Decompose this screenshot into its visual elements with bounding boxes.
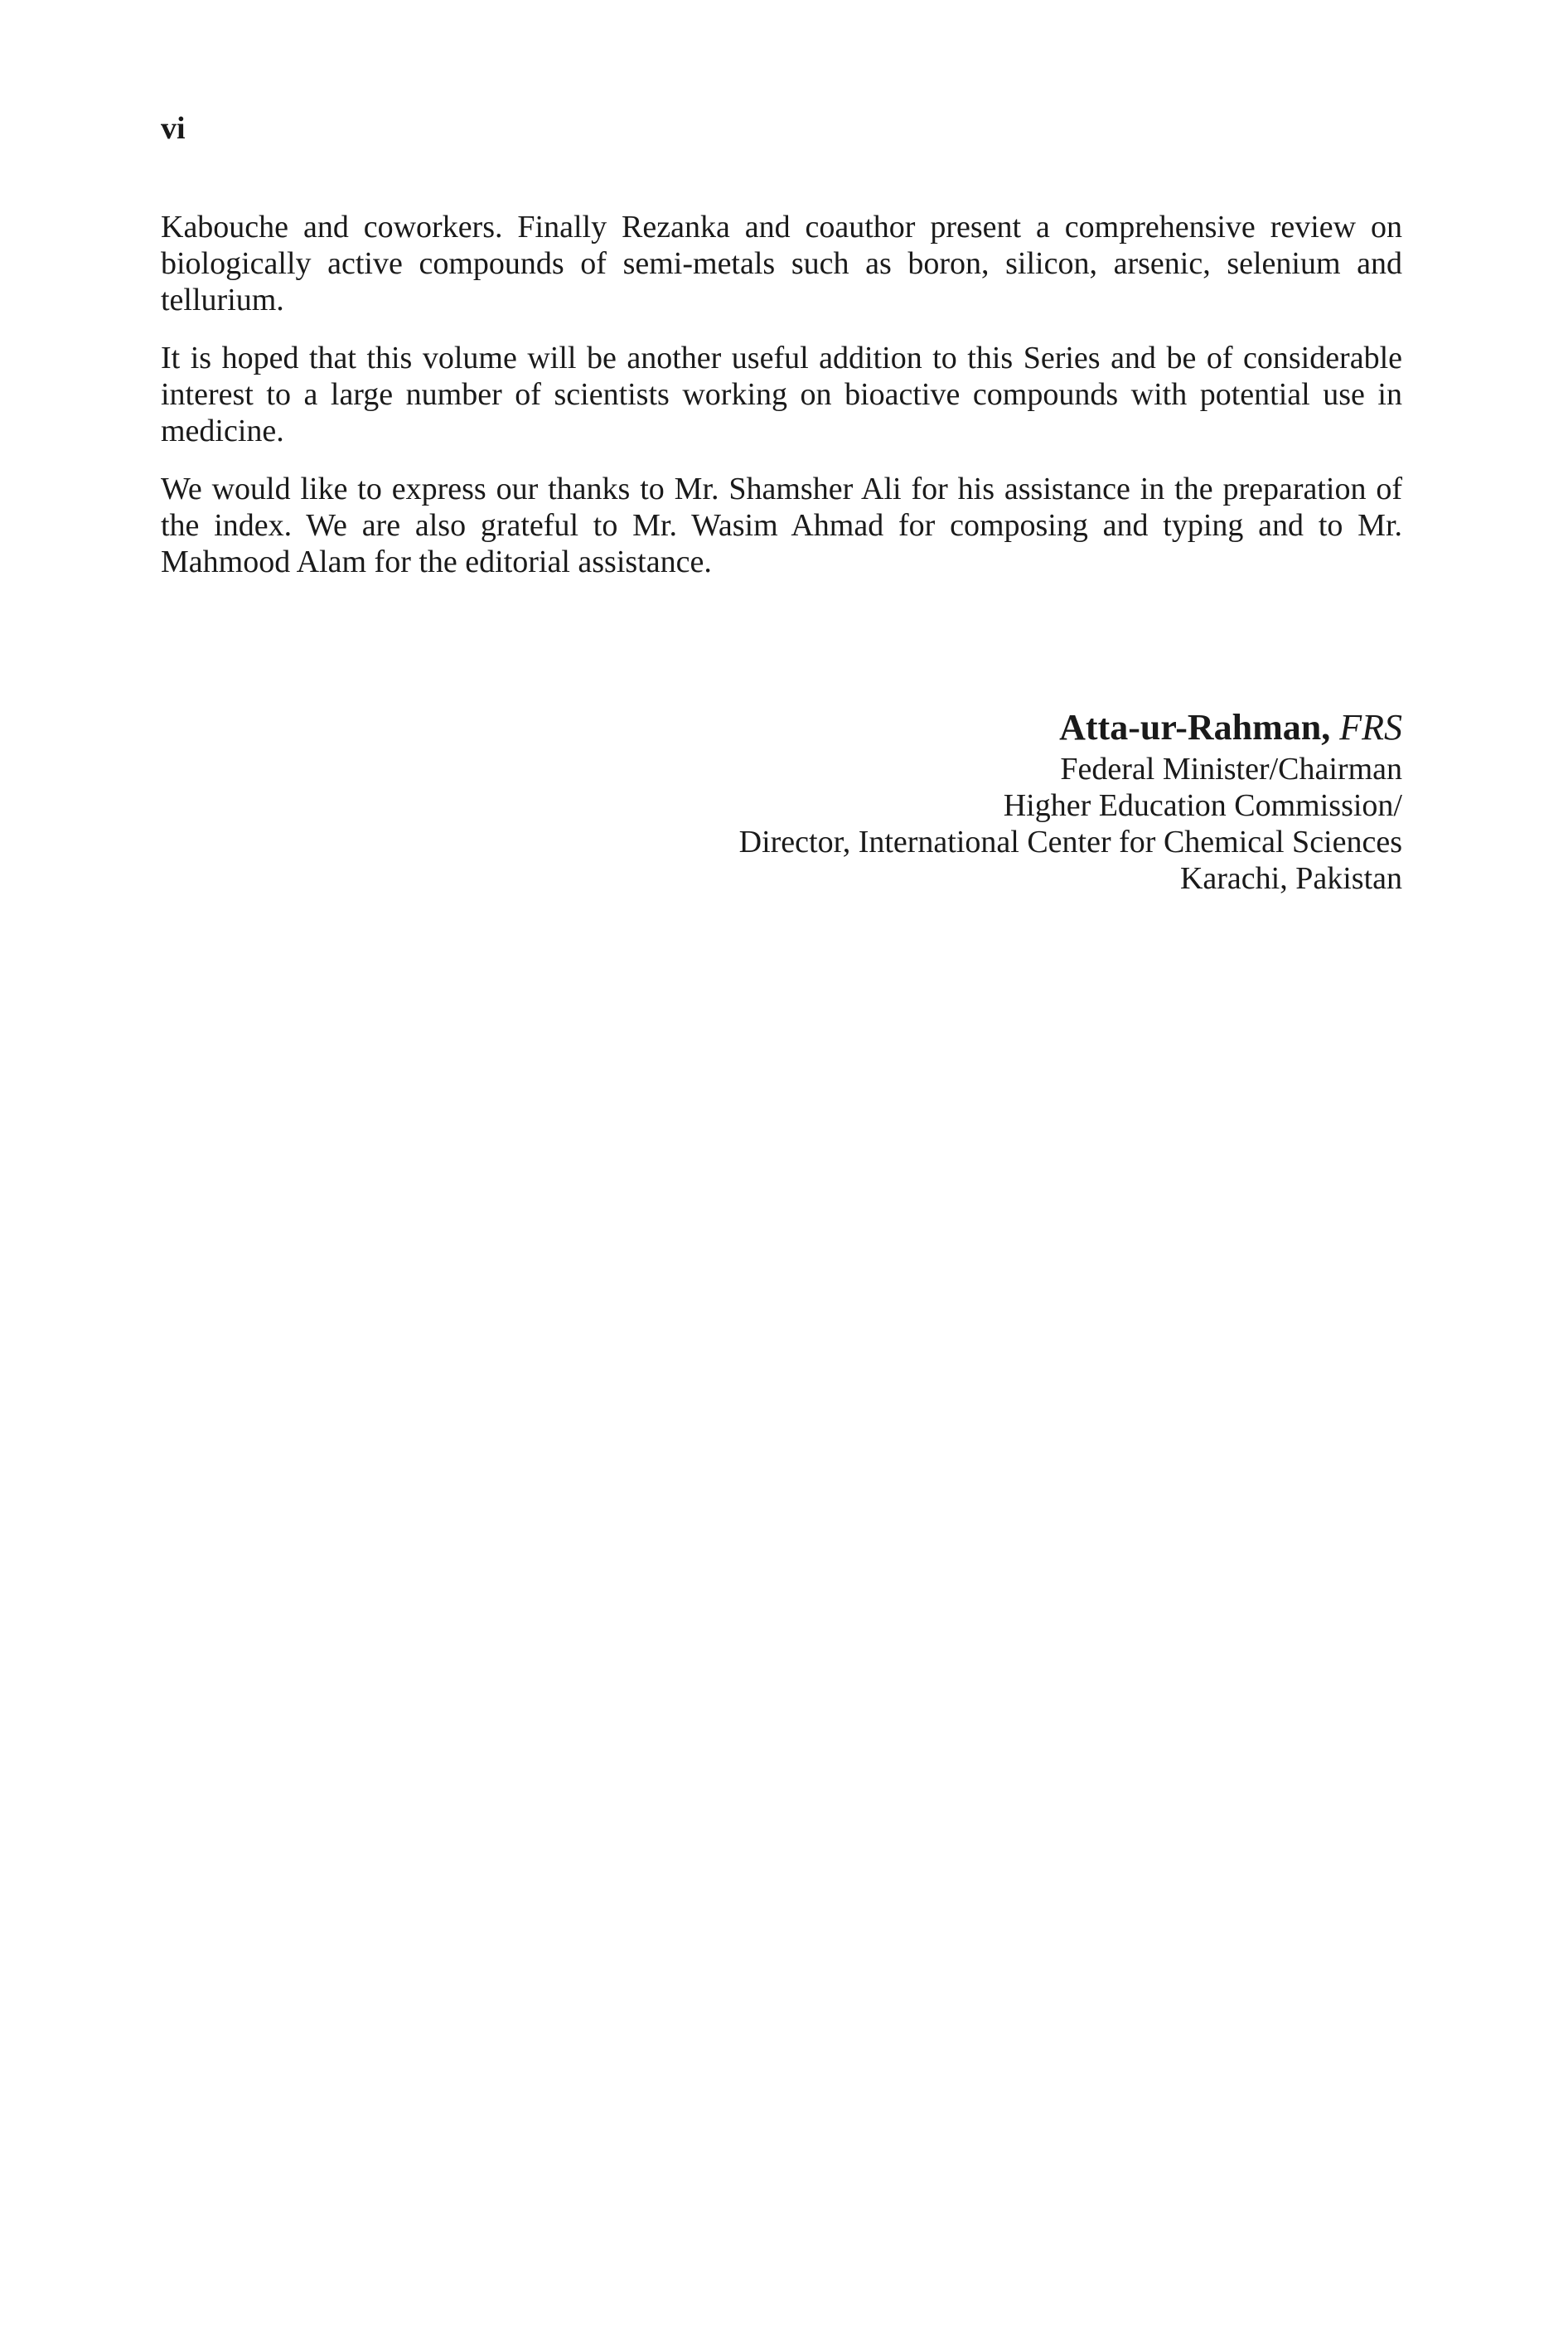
paragraph-summary: Kabouche and coworkers. Finally Rezanka and coauthor present a comprehensive review on biologically active compounds of semi-metals such as boron, silicon, arsenic, selenium and tellurium. <box>161 210 1402 317</box>
signature-director-role: Director, International Center for Chemical Sciences <box>738 825 1402 859</box>
signature-block <box>739 706 1402 897</box>
paragraph-acknowledgements: We would like to express our thanks to Mr. Shamsher Ali for his assistance in the preparation of the index. We are also grateful to Mr. Wasim Ahmad for composing and typing and to Mr. Mahmood Alam for the editorial assistance. <box>161 472 1402 579</box>
paragraph-hope: It is hoped that this volume will be another useful addition to this Series and be of considerable interest to a large number of scientists working on bioactive compounds with potential use in medicine. <box>161 341 1402 448</box>
signature-name: Atta-ur-Rahman, <box>1059 707 1331 748</box>
signature-title: Federal Minister/Chairman <box>1060 752 1402 787</box>
signature-organization: Higher Education Commission/ <box>1003 788 1402 823</box>
page-number: vi <box>161 111 186 146</box>
signature-location: Karachi, Pakistan <box>1179 861 1402 896</box>
body-text <box>161 209 1402 602</box>
signature-postnominal: FRS <box>1339 707 1402 748</box>
signature-name-line <box>739 706 1402 749</box>
